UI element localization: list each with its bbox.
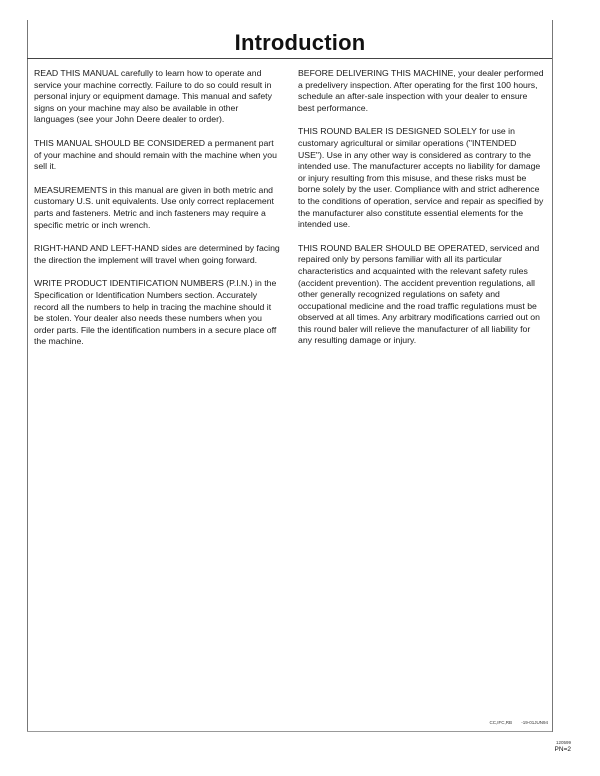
paragraph-measurements: MEASUREMENTS in this manual are given in both metric and customary U.S. unit equivalents. Use only correct replacement parts and fasteners. Metric and inch fasteners may require a specific metric or inch wrench. [34,184,274,230]
right-border [552,20,553,732]
page-code: 120599 [555,740,571,745]
right-column [298,68,544,359]
footer-reference-code [481,720,548,725]
paragraph-manual-permanent: THIS MANUAL SHOULD BE CONSIDERED a permanent part of your machine and should remain with the machine when you sell it. [34,137,277,172]
paragraph-sides: RIGHT-HAND AND LEFT-HAND sides are determined by facing the direction the implement will travel when going forward. [34,243,280,265]
footer-code-right: -19-01JUN94 [521,720,548,725]
paragraph-operation-safety: THIS ROUND BALER SHOULD BE OPERATED, serviced and repaired only by persons familiar with all its particular characteristics and acquainted with the relevant safety rules (accident prevention). The accident prevention regulations, all other generally recognized regulations on safety and occupational medicine and the road traffic regulations must be observed at all times. Any arbitrary modifications carried out on this round baler will relieve the manufacturer of all liability for any resulting damage or injury. [298,242,540,346]
bottom-border [27,731,552,732]
title-divider [27,58,552,59]
footer-code-left: CC,IFC,RB [489,720,512,725]
paragraph-pin: WRITE PRODUCT IDENTIFICATION NUMBERS (P.I.N.) in the Specification or Identification Numbers section. Accurately record all the numbers to help in tracing the machine should it be stolen. Your dealer also needs these numbers when you order parts. File the identification numbers in a secure place off the machine. [34,278,277,347]
paragraph-predelivery: BEFORE DELIVERING THIS MACHINE, your dealer performed a predelivery inspection. After operating for the first 100 hours, schedule an after-sale inspection with your dealer to ensure best performance. [298,68,544,113]
paragraph-read-manual: READ THIS MANUAL carefully to learn how to operate and service your machine correctly. Failure to do so could result in personal injury or equipment damage. This manual and safety signs on your machine may also be available in other languages (see your John Deere dealer to order). [34,68,272,125]
page-title: Introduction [234,30,366,55]
left-border [27,20,28,732]
page-number: PN=2 [554,746,571,753]
left-column [34,68,280,360]
paragraph-intended-use: THIS ROUND BALER IS DESIGNED SOLELY for use in customary agricultural or similar operations ("INTENDED USE"). Use in any other way is considered as contrary to the intended use. The manufacturer accepts no liability for damage or injury resulting from this misuse, and these risks must be borne solely by the user. Compliance with and strict adherence to the conditions of operation, service and repair as specified by the manufacturer also constitute essential elements for the intended use. [298,126,544,230]
